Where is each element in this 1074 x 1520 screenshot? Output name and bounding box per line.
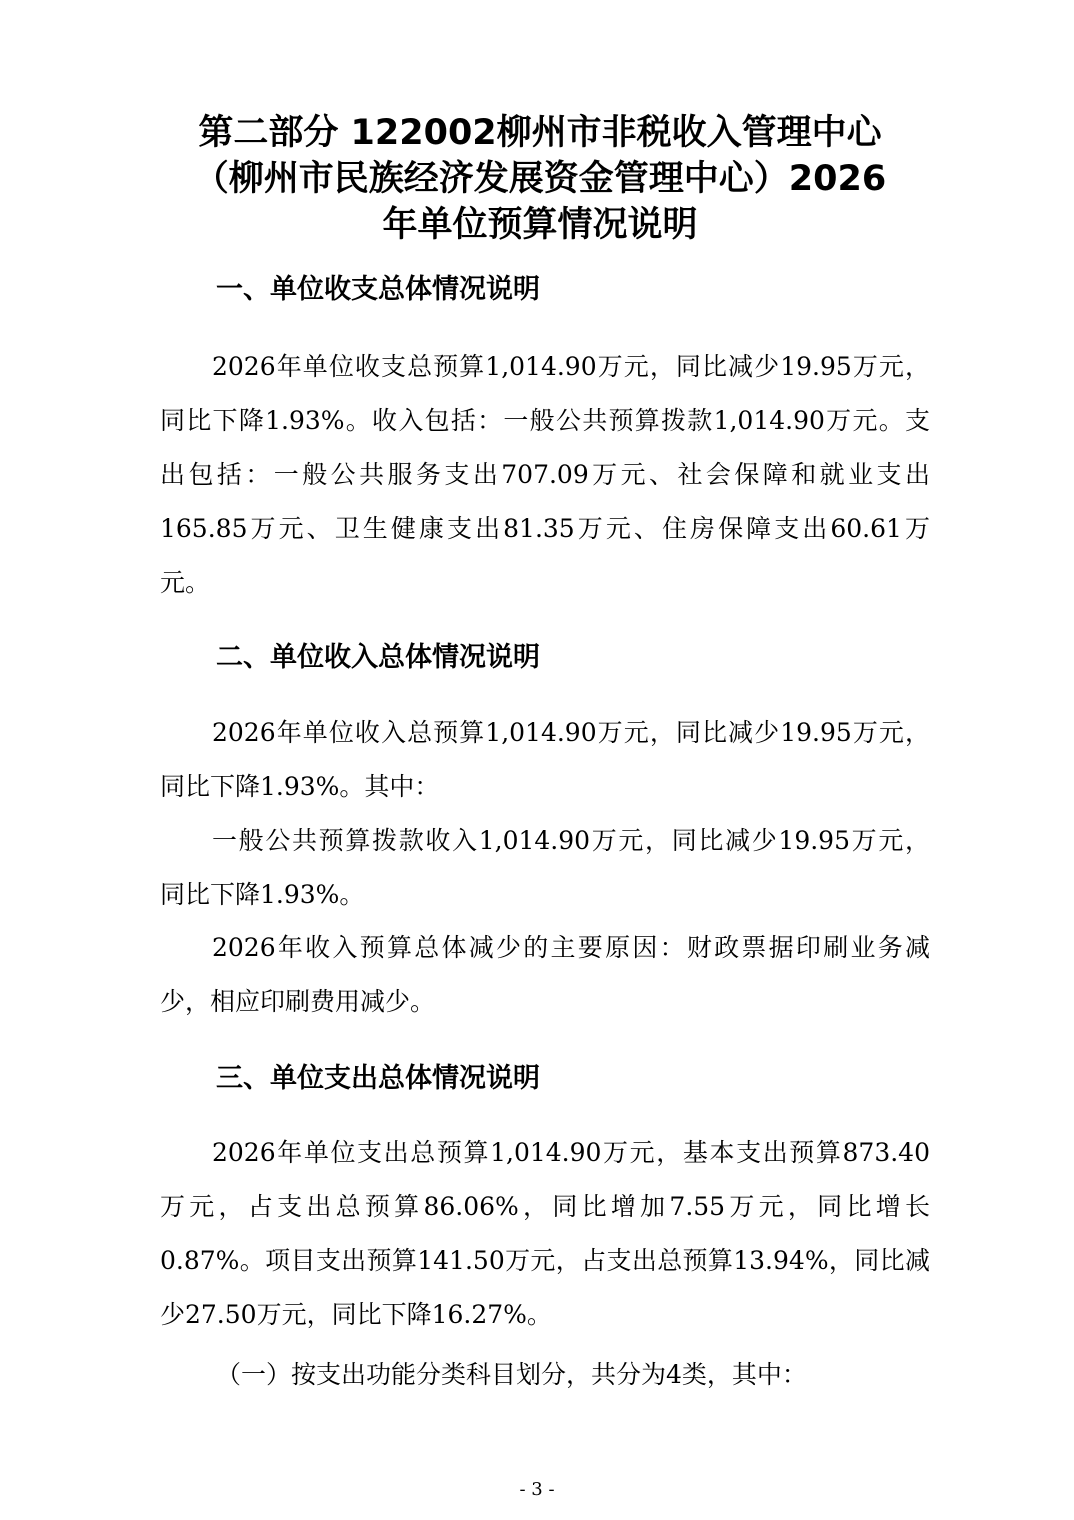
- paragraph-line: 0.87%。项目支出预算141.50万元，占支出总预算13.94%，同比减: [160, 1246, 930, 1275]
- paragraph-line: 2026年单位支出总预算1,014.90万元，基本支出预算873.40: [212, 1138, 930, 1167]
- paragraph-line: 同比下降1.93%。: [160, 880, 365, 909]
- title-line-1: 第二部分 122002柳州市非税收入管理中心: [198, 113, 882, 153]
- section-2-paragraph-3: [160, 921, 930, 1029]
- paragraph-line: 少27.50万元，同比下降16.27%。: [160, 1300, 552, 1329]
- subsection-item: （一）按支出功能分类科目划分，共分为4类，其中：: [216, 1360, 807, 1389]
- section-2-paragraph-1: [160, 706, 930, 814]
- paragraph-line: 出包括：一般公共服务支出707.09万元、社会保障和就业支出: [160, 460, 930, 489]
- section-2-heading: 二、单位收入总体情况说明: [216, 642, 540, 673]
- paragraph-line: 万元，占支出总预算86.06%，同比增加7.55万元，同比增长: [160, 1192, 930, 1221]
- section-1-heading: 一、单位收支总体情况说明: [216, 274, 540, 305]
- section-1-paragraph: [160, 340, 930, 610]
- paragraph-line: 2026年收入预算总体减少的主要原因：财政票据印刷业务减: [212, 933, 930, 962]
- paragraph-line: 元。: [160, 568, 211, 597]
- paragraph-line: 少，相应印刷费用减少。: [160, 987, 436, 1016]
- paragraph-line: 2026年单位收支总预算1,014.90万元，同比减少19.95万元，: [212, 352, 930, 381]
- title-line-3: 年单位预算情况说明: [382, 205, 698, 245]
- title-line-2: （柳州市民族经济发展资金管理中心）2026: [193, 159, 887, 199]
- paragraph-line: 同比下降1.93%。收入包括：一般公共预算拨款1,014.90万元。支: [160, 406, 930, 435]
- page-number: - 3 -: [519, 1479, 555, 1500]
- paragraph-line: 2026年单位收入总预算1,014.90万元，同比减少19.95万元，: [212, 718, 930, 747]
- page-title: [120, 110, 960, 248]
- section-3-heading: 三、单位支出总体情况说明: [216, 1063, 540, 1094]
- section-3-paragraph: [160, 1126, 930, 1342]
- paragraph-line: 同比下降1.93%。其中：: [160, 772, 440, 801]
- paragraph-line: 165.85万元、卫生健康支出81.35万元、住房保障支出60.61万: [160, 514, 930, 543]
- paragraph-line: 一般公共预算拨款收入1,014.90万元，同比减少19.95万元，: [212, 826, 930, 855]
- section-2-paragraph-2: [160, 814, 930, 922]
